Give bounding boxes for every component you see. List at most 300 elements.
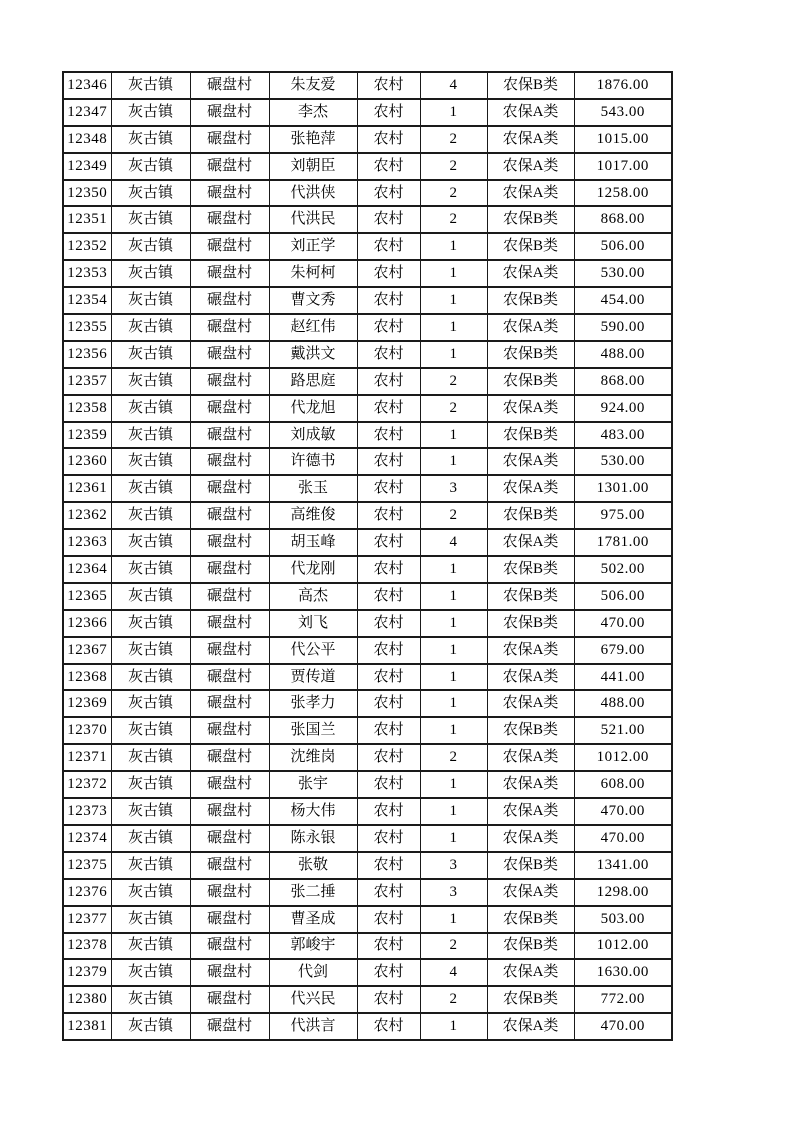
cell-count: 4 <box>420 959 487 986</box>
cell-count: 1 <box>420 583 487 610</box>
table-row <box>63 529 672 556</box>
cell-village: 碾盘村 <box>190 72 269 99</box>
cell-town: 灰古镇 <box>111 744 190 771</box>
cell-village: 碾盘村 <box>190 287 269 314</box>
cell-town: 灰古镇 <box>111 475 190 502</box>
cell-residence-type: 农村 <box>357 583 420 610</box>
cell-insurance-category: 农保A类 <box>487 664 574 691</box>
cell-amount: 470.00 <box>574 825 672 852</box>
table-row <box>63 341 672 368</box>
cell-record-id: 12380 <box>63 986 111 1013</box>
cell-residence-type: 农村 <box>357 395 420 422</box>
table-row <box>63 879 672 906</box>
table-row <box>63 233 672 260</box>
cell-record-id: 12373 <box>63 798 111 825</box>
cell-count: 1 <box>420 771 487 798</box>
cell-record-id: 12375 <box>63 852 111 879</box>
cell-village: 碾盘村 <box>190 180 269 207</box>
table-row <box>63 422 672 449</box>
cell-person-name: 郭峻宇 <box>269 933 357 960</box>
cell-village: 碾盘村 <box>190 368 269 395</box>
cell-amount: 483.00 <box>574 422 672 449</box>
cell-residence-type: 农村 <box>357 610 420 637</box>
cell-insurance-category: 农保A类 <box>487 825 574 852</box>
cell-village: 碾盘村 <box>190 395 269 422</box>
cell-insurance-category: 农保A类 <box>487 771 574 798</box>
records-table-body <box>63 72 672 1040</box>
cell-insurance-category: 农保A类 <box>487 529 574 556</box>
cell-count: 3 <box>420 475 487 502</box>
cell-count: 1 <box>420 287 487 314</box>
cell-insurance-category: 农保B类 <box>487 933 574 960</box>
cell-town: 灰古镇 <box>111 99 190 126</box>
cell-count: 4 <box>420 529 487 556</box>
cell-residence-type: 农村 <box>357 448 420 475</box>
cell-count: 2 <box>420 744 487 771</box>
cell-residence-type: 农村 <box>357 1013 420 1040</box>
cell-record-id: 12379 <box>63 959 111 986</box>
cell-town: 灰古镇 <box>111 260 190 287</box>
cell-town: 灰古镇 <box>111 341 190 368</box>
cell-residence-type: 农村 <box>357 825 420 852</box>
cell-person-name: 张国兰 <box>269 717 357 744</box>
cell-village: 碾盘村 <box>190 825 269 852</box>
cell-count: 1 <box>420 717 487 744</box>
cell-person-name: 朱友爱 <box>269 72 357 99</box>
cell-insurance-category: 农保A类 <box>487 260 574 287</box>
cell-village: 碾盘村 <box>190 556 269 583</box>
cell-residence-type: 农村 <box>357 959 420 986</box>
cell-person-name: 李杰 <box>269 99 357 126</box>
cell-person-name: 刘成敏 <box>269 422 357 449</box>
cell-residence-type: 农村 <box>357 180 420 207</box>
cell-count: 1 <box>420 610 487 637</box>
cell-residence-type: 农村 <box>357 287 420 314</box>
cell-village: 碾盘村 <box>190 798 269 825</box>
cell-record-id: 12354 <box>63 287 111 314</box>
cell-person-name: 曹圣成 <box>269 906 357 933</box>
cell-insurance-category: 农保A类 <box>487 180 574 207</box>
cell-residence-type: 农村 <box>357 637 420 664</box>
cell-person-name: 代洪民 <box>269 206 357 233</box>
cell-amount: 1015.00 <box>574 126 672 153</box>
cell-insurance-category: 农保A类 <box>487 1013 574 1040</box>
cell-insurance-category: 农保A类 <box>487 153 574 180</box>
cell-person-name: 路思庭 <box>269 368 357 395</box>
cell-village: 碾盘村 <box>190 99 269 126</box>
cell-village: 碾盘村 <box>190 771 269 798</box>
cell-person-name: 曹文秀 <box>269 287 357 314</box>
cell-insurance-category: 农保B类 <box>487 72 574 99</box>
table-row <box>63 475 672 502</box>
cell-amount: 502.00 <box>574 556 672 583</box>
cell-count: 1 <box>420 1013 487 1040</box>
cell-person-name: 张二捶 <box>269 879 357 906</box>
cell-insurance-category: 农保B类 <box>487 368 574 395</box>
table-row <box>63 637 672 664</box>
cell-amount: 1630.00 <box>574 959 672 986</box>
cell-amount: 679.00 <box>574 637 672 664</box>
cell-amount: 488.00 <box>574 690 672 717</box>
cell-residence-type: 农村 <box>357 798 420 825</box>
cell-residence-type: 农村 <box>357 422 420 449</box>
cell-insurance-category: 农保B类 <box>487 502 574 529</box>
table-row <box>63 717 672 744</box>
cell-amount: 1876.00 <box>574 72 672 99</box>
cell-village: 碾盘村 <box>190 341 269 368</box>
cell-village: 碾盘村 <box>190 933 269 960</box>
cell-town: 灰古镇 <box>111 825 190 852</box>
cell-village: 碾盘村 <box>190 260 269 287</box>
cell-record-id: 12365 <box>63 583 111 610</box>
cell-person-name: 戴洪文 <box>269 341 357 368</box>
table-row <box>63 395 672 422</box>
cell-person-name: 张玉 <box>269 475 357 502</box>
cell-count: 1 <box>420 906 487 933</box>
cell-town: 灰古镇 <box>111 314 190 341</box>
cell-residence-type: 农村 <box>357 502 420 529</box>
table-row <box>63 1013 672 1040</box>
cell-village: 碾盘村 <box>190 637 269 664</box>
cell-record-id: 12369 <box>63 690 111 717</box>
cell-count: 2 <box>420 180 487 207</box>
cell-amount: 975.00 <box>574 502 672 529</box>
table-row <box>63 556 672 583</box>
cell-village: 碾盘村 <box>190 206 269 233</box>
cell-residence-type: 农村 <box>357 314 420 341</box>
cell-amount: 488.00 <box>574 341 672 368</box>
cell-town: 灰古镇 <box>111 72 190 99</box>
cell-residence-type: 农村 <box>357 260 420 287</box>
cell-insurance-category: 农保B类 <box>487 852 574 879</box>
cell-village: 碾盘村 <box>190 502 269 529</box>
cell-record-id: 12366 <box>63 610 111 637</box>
cell-town: 灰古镇 <box>111 233 190 260</box>
cell-insurance-category: 农保A类 <box>487 475 574 502</box>
cell-town: 灰古镇 <box>111 959 190 986</box>
cell-amount: 470.00 <box>574 610 672 637</box>
cell-town: 灰古镇 <box>111 395 190 422</box>
cell-residence-type: 农村 <box>357 206 420 233</box>
cell-person-name: 刘飞 <box>269 610 357 637</box>
cell-town: 灰古镇 <box>111 637 190 664</box>
cell-person-name: 刘朝臣 <box>269 153 357 180</box>
cell-insurance-category: 农保B类 <box>487 206 574 233</box>
cell-count: 2 <box>420 206 487 233</box>
cell-amount: 1298.00 <box>574 879 672 906</box>
cell-record-id: 12374 <box>63 825 111 852</box>
records-table <box>62 71 673 1041</box>
cell-person-name: 张孝力 <box>269 690 357 717</box>
cell-person-name: 刘正学 <box>269 233 357 260</box>
cell-count: 1 <box>420 233 487 260</box>
cell-person-name: 贾传道 <box>269 664 357 691</box>
cell-town: 灰古镇 <box>111 933 190 960</box>
cell-insurance-category: 农保B类 <box>487 233 574 260</box>
cell-village: 碾盘村 <box>190 690 269 717</box>
cell-town: 灰古镇 <box>111 771 190 798</box>
cell-town: 灰古镇 <box>111 368 190 395</box>
cell-amount: 772.00 <box>574 986 672 1013</box>
cell-town: 灰古镇 <box>111 986 190 1013</box>
cell-town: 灰古镇 <box>111 610 190 637</box>
cell-insurance-category: 农保B类 <box>487 583 574 610</box>
cell-town: 灰古镇 <box>111 556 190 583</box>
table-row <box>63 260 672 287</box>
cell-count: 2 <box>420 502 487 529</box>
cell-town: 灰古镇 <box>111 287 190 314</box>
cell-residence-type: 农村 <box>357 986 420 1013</box>
cell-record-id: 12358 <box>63 395 111 422</box>
table-row <box>63 771 672 798</box>
cell-record-id: 12346 <box>63 72 111 99</box>
cell-amount: 470.00 <box>574 798 672 825</box>
cell-amount: 590.00 <box>574 314 672 341</box>
cell-record-id: 12364 <box>63 556 111 583</box>
cell-count: 2 <box>420 986 487 1013</box>
table-row <box>63 448 672 475</box>
cell-amount: 470.00 <box>574 1013 672 1040</box>
cell-insurance-category: 农保A类 <box>487 126 574 153</box>
cell-count: 1 <box>420 825 487 852</box>
cell-village: 碾盘村 <box>190 879 269 906</box>
cell-amount: 1012.00 <box>574 933 672 960</box>
cell-insurance-category: 农保A类 <box>487 99 574 126</box>
cell-insurance-category: 农保B类 <box>487 341 574 368</box>
cell-person-name: 代洪侠 <box>269 180 357 207</box>
cell-record-id: 12348 <box>63 126 111 153</box>
cell-residence-type: 农村 <box>357 126 420 153</box>
cell-record-id: 12347 <box>63 99 111 126</box>
cell-town: 灰古镇 <box>111 690 190 717</box>
table-row <box>63 287 672 314</box>
cell-residence-type: 农村 <box>357 341 420 368</box>
table-row <box>63 798 672 825</box>
cell-record-id: 12359 <box>63 422 111 449</box>
cell-insurance-category: 农保A类 <box>487 690 574 717</box>
cell-person-name: 张敬 <box>269 852 357 879</box>
cell-village: 碾盘村 <box>190 422 269 449</box>
cell-amount: 543.00 <box>574 99 672 126</box>
cell-record-id: 12352 <box>63 233 111 260</box>
cell-record-id: 12357 <box>63 368 111 395</box>
cell-record-id: 12361 <box>63 475 111 502</box>
cell-count: 1 <box>420 314 487 341</box>
cell-village: 碾盘村 <box>190 664 269 691</box>
cell-count: 2 <box>420 368 487 395</box>
cell-town: 灰古镇 <box>111 206 190 233</box>
cell-town: 灰古镇 <box>111 717 190 744</box>
table-row <box>63 72 672 99</box>
cell-town: 灰古镇 <box>111 180 190 207</box>
cell-insurance-category: 农保B类 <box>487 717 574 744</box>
cell-record-id: 12362 <box>63 502 111 529</box>
cell-town: 灰古镇 <box>111 448 190 475</box>
cell-town: 灰古镇 <box>111 583 190 610</box>
table-row <box>63 180 672 207</box>
cell-count: 1 <box>420 341 487 368</box>
cell-insurance-category: 农保B类 <box>487 422 574 449</box>
cell-insurance-category: 农保A类 <box>487 637 574 664</box>
cell-person-name: 胡玉峰 <box>269 529 357 556</box>
cell-person-name: 代龙刚 <box>269 556 357 583</box>
table-row <box>63 664 672 691</box>
cell-amount: 1012.00 <box>574 744 672 771</box>
cell-village: 碾盘村 <box>190 475 269 502</box>
cell-residence-type: 农村 <box>357 233 420 260</box>
cell-village: 碾盘村 <box>190 314 269 341</box>
cell-town: 灰古镇 <box>111 153 190 180</box>
table-row <box>63 502 672 529</box>
cell-town: 灰古镇 <box>111 852 190 879</box>
cell-residence-type: 农村 <box>357 664 420 691</box>
cell-amount: 608.00 <box>574 771 672 798</box>
cell-record-id: 12376 <box>63 879 111 906</box>
cell-person-name: 代龙旭 <box>269 395 357 422</box>
cell-count: 1 <box>420 637 487 664</box>
cell-amount: 924.00 <box>574 395 672 422</box>
cell-person-name: 赵红伟 <box>269 314 357 341</box>
cell-person-name: 许德书 <box>269 448 357 475</box>
table-row <box>63 206 672 233</box>
cell-insurance-category: 农保A类 <box>487 744 574 771</box>
cell-count: 1 <box>420 556 487 583</box>
cell-count: 1 <box>420 448 487 475</box>
cell-residence-type: 农村 <box>357 368 420 395</box>
cell-residence-type: 农村 <box>357 99 420 126</box>
cell-insurance-category: 农保B类 <box>487 986 574 1013</box>
cell-count: 2 <box>420 126 487 153</box>
table-row <box>63 314 672 341</box>
cell-person-name: 高维俊 <box>269 502 357 529</box>
cell-amount: 1017.00 <box>574 153 672 180</box>
cell-town: 灰古镇 <box>111 798 190 825</box>
cell-insurance-category: 农保A类 <box>487 395 574 422</box>
cell-count: 1 <box>420 664 487 691</box>
cell-village: 碾盘村 <box>190 986 269 1013</box>
cell-residence-type: 农村 <box>357 690 420 717</box>
table-row <box>63 906 672 933</box>
cell-village: 碾盘村 <box>190 126 269 153</box>
cell-record-id: 12355 <box>63 314 111 341</box>
table-row <box>63 959 672 986</box>
cell-amount: 1781.00 <box>574 529 672 556</box>
cell-amount: 868.00 <box>574 368 672 395</box>
cell-residence-type: 农村 <box>357 529 420 556</box>
cell-record-id: 12353 <box>63 260 111 287</box>
table-row <box>63 368 672 395</box>
cell-town: 灰古镇 <box>111 906 190 933</box>
cell-amount: 503.00 <box>574 906 672 933</box>
table-row <box>63 986 672 1013</box>
cell-village: 碾盘村 <box>190 448 269 475</box>
cell-insurance-category: 农保A类 <box>487 448 574 475</box>
cell-count: 1 <box>420 422 487 449</box>
cell-record-id: 12367 <box>63 637 111 664</box>
cell-village: 碾盘村 <box>190 959 269 986</box>
cell-count: 2 <box>420 395 487 422</box>
cell-village: 碾盘村 <box>190 529 269 556</box>
cell-amount: 506.00 <box>574 583 672 610</box>
cell-record-id: 12350 <box>63 180 111 207</box>
cell-town: 灰古镇 <box>111 529 190 556</box>
cell-town: 灰古镇 <box>111 1013 190 1040</box>
cell-record-id: 12372 <box>63 771 111 798</box>
cell-residence-type: 农村 <box>357 933 420 960</box>
cell-count: 3 <box>420 852 487 879</box>
cell-amount: 530.00 <box>574 448 672 475</box>
cell-person-name: 沈维岗 <box>269 744 357 771</box>
cell-village: 碾盘村 <box>190 717 269 744</box>
cell-person-name: 张宇 <box>269 771 357 798</box>
cell-residence-type: 农村 <box>357 879 420 906</box>
cell-residence-type: 农村 <box>357 852 420 879</box>
cell-residence-type: 农村 <box>357 153 420 180</box>
table-row <box>63 852 672 879</box>
cell-record-id: 12363 <box>63 529 111 556</box>
cell-town: 灰古镇 <box>111 422 190 449</box>
cell-residence-type: 农村 <box>357 556 420 583</box>
cell-amount: 441.00 <box>574 664 672 691</box>
cell-person-name: 代洪言 <box>269 1013 357 1040</box>
cell-amount: 1341.00 <box>574 852 672 879</box>
table-row <box>63 825 672 852</box>
cell-insurance-category: 农保A类 <box>487 314 574 341</box>
cell-count: 1 <box>420 99 487 126</box>
cell-amount: 454.00 <box>574 287 672 314</box>
cell-village: 碾盘村 <box>190 610 269 637</box>
cell-village: 碾盘村 <box>190 583 269 610</box>
cell-residence-type: 农村 <box>357 906 420 933</box>
cell-count: 1 <box>420 260 487 287</box>
table-row <box>63 933 672 960</box>
cell-person-name: 代剑 <box>269 959 357 986</box>
cell-record-id: 12356 <box>63 341 111 368</box>
cell-record-id: 12381 <box>63 1013 111 1040</box>
cell-insurance-category: 农保A类 <box>487 879 574 906</box>
table-row <box>63 126 672 153</box>
cell-residence-type: 农村 <box>357 72 420 99</box>
cell-person-name: 杨大伟 <box>269 798 357 825</box>
cell-insurance-category: 农保B类 <box>487 556 574 583</box>
cell-residence-type: 农村 <box>357 717 420 744</box>
cell-amount: 521.00 <box>574 717 672 744</box>
cell-amount: 1301.00 <box>574 475 672 502</box>
cell-amount: 1258.00 <box>574 180 672 207</box>
cell-record-id: 12377 <box>63 906 111 933</box>
cell-village: 碾盘村 <box>190 153 269 180</box>
table-row <box>63 99 672 126</box>
cell-person-name: 代兴民 <box>269 986 357 1013</box>
cell-person-name: 高杰 <box>269 583 357 610</box>
cell-record-id: 12349 <box>63 153 111 180</box>
cell-village: 碾盘村 <box>190 906 269 933</box>
table-row <box>63 744 672 771</box>
cell-record-id: 12351 <box>63 206 111 233</box>
cell-person-name: 张艳萍 <box>269 126 357 153</box>
cell-insurance-category: 农保B类 <box>487 906 574 933</box>
cell-person-name: 代公平 <box>269 637 357 664</box>
table-row <box>63 610 672 637</box>
cell-insurance-category: 农保B类 <box>487 287 574 314</box>
cell-insurance-category: 农保B类 <box>487 610 574 637</box>
table-row <box>63 583 672 610</box>
table-row <box>63 153 672 180</box>
cell-count: 1 <box>420 798 487 825</box>
cell-record-id: 12370 <box>63 717 111 744</box>
cell-record-id: 12371 <box>63 744 111 771</box>
cell-residence-type: 农村 <box>357 744 420 771</box>
